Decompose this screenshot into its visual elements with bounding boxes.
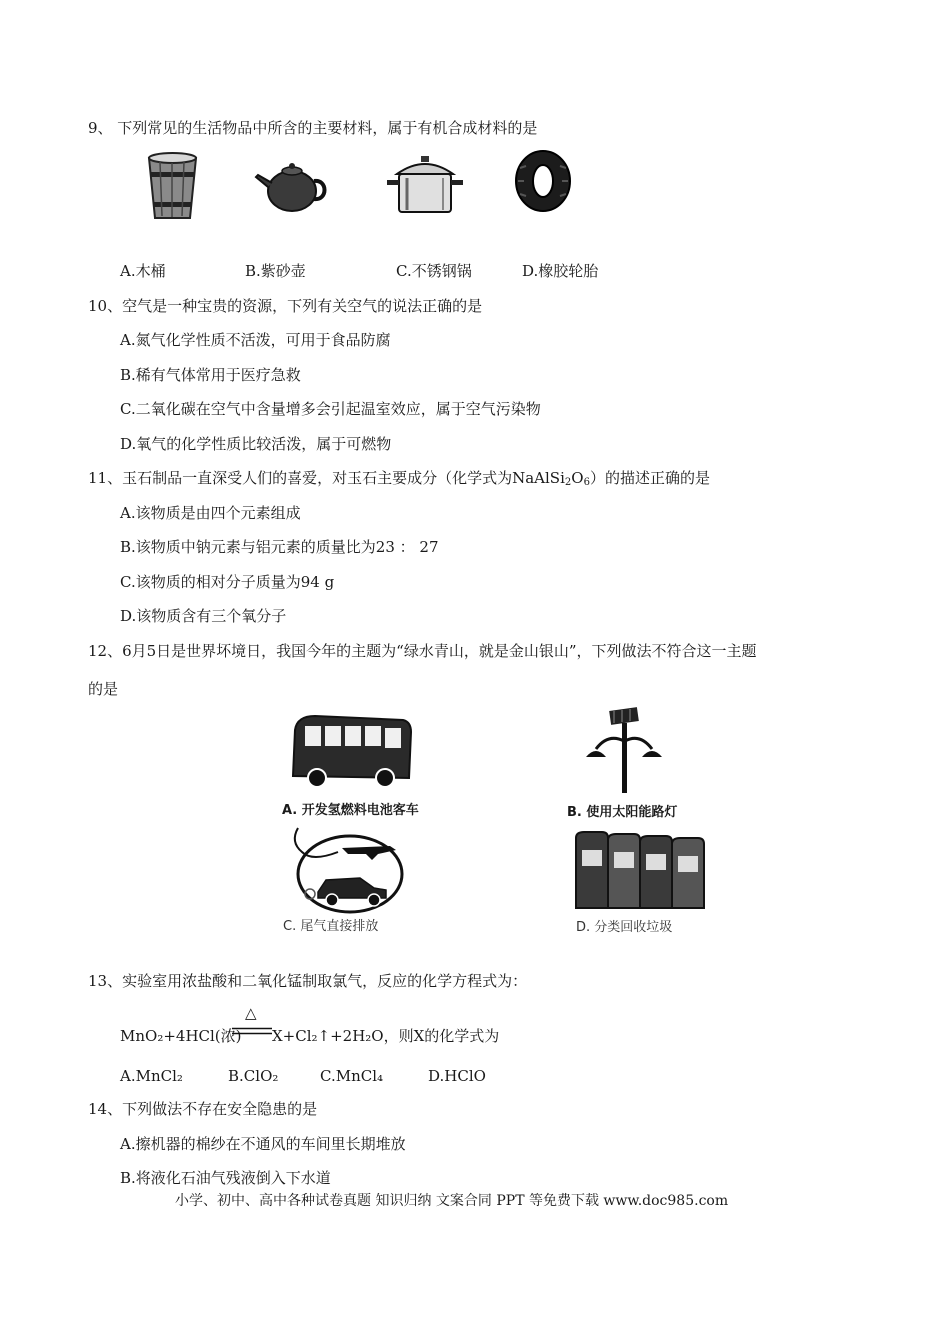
q10-option-c: C.二氧化碳在空气中含量增多会引起温室效应，属于空气污染物 [120,400,541,418]
q11-sub-1: 2 [564,477,572,488]
q14-option-a: A.擦机器的棉纱在不通风的车间里长期堆放 [120,1135,406,1153]
q10-option-a: A.氮气化学性质不活泼，可用于食品防腐 [120,331,391,349]
q9-stem: 9、 下列常见的生活物品中所含的主要材料，属于有机合成材料的是 [88,119,538,137]
q12-caption-d: D. 分类回收垃圾 [576,920,673,935]
solar-lamp-icon [578,705,668,799]
q11-stem [88,468,710,493]
q13-equals-sign [232,1020,272,1039]
q11-option-c: C.该物质的相对分子质量为94 g [120,573,335,591]
q11-stem-mid: O [571,469,584,487]
wooden-bucket-icon [145,150,200,226]
q13-option-d: D.HClO [428,1067,486,1085]
q11-stem-part-a: 11、玉石制品一直深受人们的喜爱，对玉石主要成分（化学式为NaAlSi [88,469,565,487]
q14-stem: 14、下列做法不存在安全隐患的是 [88,1100,318,1118]
q9-option-d: D.橡胶轮胎 [522,262,599,280]
bus-icon [285,710,415,794]
q12-stem-line1: 12、6月5日是世界坏境日，我国今年的主题为“绿水青山，就是金山银山”，下列做法不符合这一主题 [88,642,757,660]
q13-equation-left: MnO₂+4HCl(浓) [120,1027,242,1045]
q11-sub-2: 6 [583,477,590,488]
q14-option-b: B.将液化石油气残液倒入下水道 [120,1169,331,1187]
q12-stem-line2: 的是 [88,680,119,698]
q13-equation-right: X+Cl₂↑+2H₂O，则X的化学式为 [272,1027,500,1045]
q10-stem: 10、空气是一种宝贵的资源，下列有关空气的说法正确的是 [88,297,483,315]
q13-option-c: C.MnCl₄ [320,1067,384,1085]
tire-icon [512,148,574,218]
q12-caption-c: C. 尾气直接排放 [283,919,379,934]
q10-option-b: B.稀有气体常用于医疗急救 [120,366,301,384]
q9-option-c: C.不锈钢锅 [396,262,472,280]
q12-caption-a: A. 开发氢燃料电池客车 [282,803,419,818]
q11-option-b: B.该物质中钠元素与铝元素的质量比为23 ： 27 [120,538,439,556]
q12-caption-b: B. 使用太阳能路灯 [567,805,678,820]
q10-option-d: D.氧气的化学性质比较活泼，属于可燃物 [120,435,392,453]
recycling-bins-icon [572,830,710,916]
q11-stem-part-b: ）的描述正确的是 [589,469,710,487]
q13-stem: 13、实验室用浓盐酸和二氧化锰制取氯气，反应的化学方程式为： [88,972,528,990]
q13-equation-condition: △ [245,1004,257,1022]
q11-option-d: D.该物质含有三个氧分子 [120,607,287,625]
teapot-icon [252,155,332,221]
q11-option-a: A.该物质是由四个元素组成 [120,504,301,522]
steel-pot-icon [385,150,465,220]
q9-option-b: B.紫砂壶 [245,262,306,280]
q13-option-a: A.MnCl₂ [120,1067,183,1085]
exhaust-emission-icon [282,822,408,918]
q13-option-b: B.ClO₂ [228,1067,279,1085]
page-footer: 小学、初中、高中各种试卷真题 知识归纳 文案合同 PPT 等免费下载 www.doc985.com [175,1193,729,1209]
q9-option-a: A.木桶 [120,262,166,280]
